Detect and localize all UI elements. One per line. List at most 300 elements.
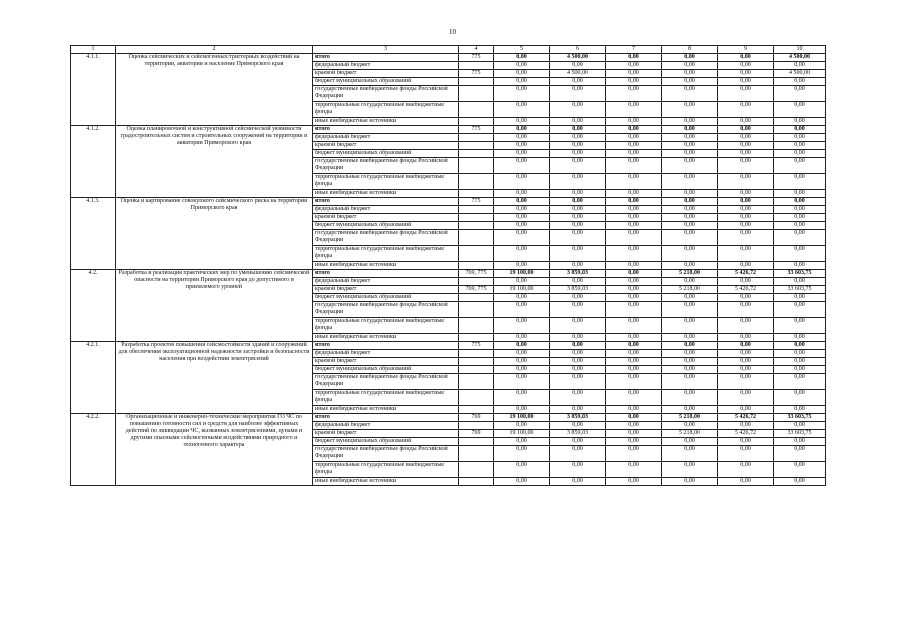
amount-cell: 0,00	[550, 142, 606, 150]
amount-cell: 0,00	[662, 222, 718, 230]
amount-cell: 33 603,75	[774, 430, 826, 438]
amount-cell: 0,00	[494, 150, 550, 158]
amount-cell: 0,00	[718, 214, 774, 222]
responsible-code	[459, 318, 494, 334]
header-row	[71, 46, 826, 54]
amount-cell: 0,00	[662, 134, 718, 142]
amount-cell: 0,00	[774, 374, 826, 390]
amount-cell: 0,00	[606, 86, 662, 102]
amount-cell: 0,00	[606, 190, 662, 198]
amount-cell: 0,00	[550, 366, 606, 374]
amount-cell: 0,00	[718, 190, 774, 198]
budget-table	[70, 45, 826, 486]
amount-cell: 0,00	[550, 150, 606, 158]
amount-cell: 0,00	[718, 358, 774, 366]
amount-cell: 0,00	[718, 446, 774, 462]
amount-cell: 0,00	[718, 222, 774, 230]
col-header: 9	[718, 46, 774, 54]
amount-cell: 0,00	[606, 390, 662, 406]
amount-cell: 0,00	[718, 102, 774, 118]
amount-cell: 0,00	[662, 86, 718, 102]
amount-cell: 5 218,00	[662, 414, 718, 422]
amount-cell: 0,00	[494, 174, 550, 190]
amount-cell: 0,00	[662, 214, 718, 222]
amount-cell: 0,00	[774, 158, 826, 174]
funding-source: федеральный бюджет	[313, 62, 459, 70]
amount-cell: 0,00	[662, 278, 718, 286]
amount-cell: 33 603,75	[774, 414, 826, 422]
funding-source: федеральный бюджет	[313, 134, 459, 142]
funding-source: итого	[313, 198, 459, 206]
amount-cell: 0,00	[550, 246, 606, 262]
funding-source: краевой бюджет	[313, 142, 459, 150]
amount-cell: 0,00	[494, 190, 550, 198]
amount-cell: 0,00	[606, 134, 662, 142]
funding-source: иные внебюджетные источники	[313, 262, 459, 270]
amount-cell: 0,00	[718, 406, 774, 414]
amount-cell: 0,00	[774, 390, 826, 406]
amount-cell: 19 100,00	[494, 270, 550, 278]
amount-cell: 0,00	[718, 262, 774, 270]
col-header: 3	[313, 46, 459, 54]
funding-source: краевой бюджет	[313, 286, 459, 294]
amount-cell: 19 100,00	[494, 286, 550, 294]
responsible-code: 775	[459, 54, 494, 62]
amount-cell: 0,00	[774, 262, 826, 270]
amount-cell: 0,00	[774, 406, 826, 414]
amount-cell: 0,00	[718, 302, 774, 318]
amount-cell: 0,00	[718, 478, 774, 486]
amount-cell: 33 603,75	[774, 286, 826, 294]
section-name: Организационные и инженерно-технические мероприятия ГО ЧС по повышению готовности сил и средств для наиболее эффективных действий по ликвидации ЧС, вызванных землетрясениями, цунами и другими опасными сейсмогенными воздействиями природного и техногенного характера	[116, 414, 313, 486]
amount-cell: 0,00	[774, 206, 826, 214]
col-header: 7	[606, 46, 662, 54]
amount-cell: 0,00	[718, 62, 774, 70]
responsible-code	[459, 206, 494, 214]
amount-cell: 0,00	[494, 230, 550, 246]
amount-cell: 0,00	[550, 134, 606, 142]
amount-cell: 0,00	[494, 446, 550, 462]
amount-cell: 33 603,75	[774, 270, 826, 278]
section-name: Разработка проектов повышения сейсмостойкости зданий и сооружений для обеспечения эксплуатационной надежности застройки и безопасности населения при воздействии землетрясений	[116, 342, 313, 414]
amount-cell: 4 500,00	[774, 70, 826, 78]
amount-cell: 0,00	[774, 222, 826, 230]
amount-cell: 0,00	[774, 422, 826, 430]
responsible-code	[459, 262, 494, 270]
responsible-code	[459, 174, 494, 190]
amount-cell: 3 859,03	[550, 414, 606, 422]
amount-cell: 0,00	[494, 478, 550, 486]
amount-cell: 0,00	[718, 438, 774, 446]
amount-cell: 3 859,03	[550, 286, 606, 294]
responsible-code	[459, 102, 494, 118]
funding-source: государственные внебюджетные фонды Российской Федерации	[313, 158, 459, 174]
amount-cell: 0,00	[718, 134, 774, 142]
col-header: 1	[71, 46, 116, 54]
amount-cell: 0,00	[662, 302, 718, 318]
amount-cell: 0,00	[718, 422, 774, 430]
amount-cell: 0,00	[662, 174, 718, 190]
responsible-code	[459, 350, 494, 358]
amount-cell: 19 100,00	[494, 430, 550, 438]
amount-cell: 0,00	[662, 198, 718, 206]
amount-cell: 0,00	[494, 142, 550, 150]
amount-cell: 0,00	[606, 350, 662, 358]
funding-source: итого	[313, 126, 459, 134]
amount-cell: 0,00	[550, 406, 606, 414]
amount-cell: 0,00	[662, 78, 718, 86]
amount-cell: 0,00	[718, 278, 774, 286]
amount-cell: 3 859,03	[550, 270, 606, 278]
responsible-code	[459, 142, 494, 150]
amount-cell: 0,00	[550, 350, 606, 358]
funding-source: федеральный бюджет	[313, 278, 459, 286]
responsible-code	[459, 366, 494, 374]
amount-cell: 0,00	[718, 78, 774, 86]
section-name: Оценка и картирование совокупного сейсмического риска на территории Приморского края	[116, 198, 313, 270]
amount-cell: 0,00	[606, 214, 662, 222]
responsible-code	[459, 214, 494, 222]
funding-source: федеральный бюджет	[313, 350, 459, 358]
funding-source: федеральный бюджет	[313, 206, 459, 214]
amount-cell: 0,00	[494, 406, 550, 414]
responsible-code	[459, 406, 494, 414]
amount-cell: 0,00	[606, 302, 662, 318]
amount-cell: 0,00	[494, 62, 550, 70]
amount-cell: 0,00	[550, 334, 606, 342]
funding-source: государственные внебюджетные фонды Российской Федерации	[313, 302, 459, 318]
amount-cell: 0,00	[494, 302, 550, 318]
responsible-code	[459, 334, 494, 342]
funding-source: итого	[313, 270, 459, 278]
amount-cell: 0,00	[718, 150, 774, 158]
amount-cell: 0,00	[774, 278, 826, 286]
amount-cell: 0,00	[550, 86, 606, 102]
funding-source: итого	[313, 342, 459, 350]
funding-source: территориальные государственные внебюджетные фонды	[313, 174, 459, 190]
funding-source: территориальные государственные внебюджетные фонды	[313, 462, 459, 478]
page-number: 10	[449, 28, 456, 36]
amount-cell: 0,00	[774, 102, 826, 118]
amount-cell: 0,00	[662, 342, 718, 350]
amount-cell: 0,00	[494, 246, 550, 262]
funding-source: иные внебюджетные источники	[313, 406, 459, 414]
amount-cell: 0,00	[774, 62, 826, 70]
amount-cell: 0,00	[774, 230, 826, 246]
responsible-code	[459, 86, 494, 102]
amount-cell: 0,00	[606, 278, 662, 286]
amount-cell: 0,00	[774, 294, 826, 302]
amount-cell: 0,00	[550, 318, 606, 334]
responsible-code	[459, 422, 494, 430]
amount-cell: 0,00	[550, 190, 606, 198]
section-name: Оценка сейсмических и сейсмогенных/триггерных воздействий на территории, акватории и население Приморского края	[116, 54, 313, 126]
amount-cell: 0,00	[494, 214, 550, 222]
amount-cell: 0,00	[662, 262, 718, 270]
amount-cell: 0,00	[662, 438, 718, 446]
amount-cell: 0,00	[606, 286, 662, 294]
amount-cell: 0,00	[662, 462, 718, 478]
responsible-code	[459, 462, 494, 478]
amount-cell: 0,00	[662, 390, 718, 406]
amount-cell: 0,00	[550, 118, 606, 126]
amount-cell: 0,00	[606, 198, 662, 206]
amount-cell: 0,00	[550, 478, 606, 486]
responsible-code	[459, 118, 494, 126]
funding-source: территориальные государственные внебюджетные фонды	[313, 102, 459, 118]
amount-cell: 0,00	[774, 334, 826, 342]
amount-cell: 0,00	[662, 334, 718, 342]
amount-cell: 0,00	[718, 334, 774, 342]
amount-cell: 0,00	[550, 438, 606, 446]
amount-cell: 0,00	[550, 342, 606, 350]
amount-cell: 5 218,00	[662, 270, 718, 278]
amount-cell: 0,00	[606, 446, 662, 462]
amount-cell: 5 426,72	[718, 286, 774, 294]
funding-source: территориальные государственные внебюджетные фонды	[313, 318, 459, 334]
amount-cell: 0,00	[494, 54, 550, 62]
responsible-code: 775	[459, 70, 494, 78]
amount-cell: 0,00	[606, 262, 662, 270]
responsible-code	[459, 278, 494, 286]
amount-cell: 0,00	[494, 374, 550, 390]
amount-cell: 0,00	[774, 134, 826, 142]
amount-cell: 0,00	[718, 294, 774, 302]
amount-cell: 0,00	[494, 390, 550, 406]
amount-cell: 0,00	[662, 350, 718, 358]
responsible-code	[459, 246, 494, 262]
amount-cell: 0,00	[606, 78, 662, 86]
amount-cell: 0,00	[774, 246, 826, 262]
amount-cell: 0,00	[662, 366, 718, 374]
amount-cell: 0,00	[606, 150, 662, 158]
amount-cell: 0,00	[550, 102, 606, 118]
amount-cell: 0,00	[606, 102, 662, 118]
amount-cell: 0,00	[494, 118, 550, 126]
amount-cell: 0,00	[662, 158, 718, 174]
amount-cell: 0,00	[606, 478, 662, 486]
amount-cell: 4 500,00	[550, 54, 606, 62]
funding-source: бюджет муниципальных образований	[313, 150, 459, 158]
responsible-code	[459, 294, 494, 302]
amount-cell: 19 100,00	[494, 414, 550, 422]
section-code: 4.2.	[71, 270, 116, 342]
funding-source: территориальные государственные внебюджетные фонды	[313, 390, 459, 406]
table-row	[71, 198, 826, 206]
amount-cell: 0,00	[718, 374, 774, 390]
responsible-code: 769	[459, 414, 494, 422]
responsible-code	[459, 78, 494, 86]
amount-cell: 0,00	[494, 438, 550, 446]
table-row	[71, 54, 826, 62]
amount-cell: 0,00	[606, 230, 662, 246]
responsible-code	[459, 190, 494, 198]
section-code: 4.2.2.	[71, 414, 116, 486]
amount-cell: 0,00	[550, 294, 606, 302]
amount-cell: 0,00	[662, 206, 718, 214]
amount-cell: 0,00	[774, 478, 826, 486]
amount-cell: 0,00	[774, 174, 826, 190]
amount-cell: 0,00	[550, 206, 606, 214]
amount-cell: 0,00	[718, 174, 774, 190]
amount-cell: 0,00	[606, 62, 662, 70]
funding-source: краевой бюджет	[313, 358, 459, 366]
amount-cell: 0,00	[774, 462, 826, 478]
amount-cell: 0,00	[550, 262, 606, 270]
amount-cell: 0,00	[662, 190, 718, 198]
amount-cell: 0,00	[606, 422, 662, 430]
section-code: 4.1.3.	[71, 198, 116, 270]
responsible-code	[459, 358, 494, 366]
responsible-code	[459, 158, 494, 174]
amount-cell: 0,00	[662, 246, 718, 262]
amount-cell: 0,00	[606, 318, 662, 334]
amount-cell: 0,00	[606, 222, 662, 230]
amount-cell: 0,00	[550, 214, 606, 222]
amount-cell: 0,00	[606, 174, 662, 190]
funding-source: иные внебюджетные источники	[313, 190, 459, 198]
amount-cell: 0,00	[494, 294, 550, 302]
amount-cell: 5 426,72	[718, 414, 774, 422]
amount-cell: 5 426,72	[718, 430, 774, 438]
amount-cell: 0,00	[718, 230, 774, 246]
amount-cell: 0,00	[662, 142, 718, 150]
amount-cell: 0,00	[774, 318, 826, 334]
responsible-code	[459, 374, 494, 390]
funding-source: краевой бюджет	[313, 70, 459, 78]
amount-cell: 0,00	[718, 54, 774, 62]
amount-cell: 0,00	[494, 462, 550, 478]
amount-cell: 0,00	[550, 222, 606, 230]
responsible-code	[459, 302, 494, 318]
amount-cell: 0,00	[494, 350, 550, 358]
responsible-code: 769, 775	[459, 286, 494, 294]
amount-cell: 0,00	[494, 358, 550, 366]
amount-cell: 0,00	[494, 334, 550, 342]
amount-cell: 0,00	[606, 342, 662, 350]
amount-cell: 5 218,00	[662, 286, 718, 294]
col-header: 5	[494, 46, 550, 54]
section-code: 4.2.1.	[71, 342, 116, 414]
funding-source: бюджет муниципальных образований	[313, 366, 459, 374]
amount-cell: 0,00	[550, 374, 606, 390]
responsible-code: 775	[459, 342, 494, 350]
amount-cell: 0,00	[774, 366, 826, 374]
section-name: Оценка планировочной и конструктивной сейсмической уязвимости градостроительных систем и строительных сооружений на территории и акватории Приморского края	[116, 126, 313, 198]
funding-source: государственные внебюджетные фонды Российской Федерации	[313, 446, 459, 462]
responsible-code: 769, 775	[459, 270, 494, 278]
amount-cell: 0,00	[550, 230, 606, 246]
responsible-code	[459, 478, 494, 486]
amount-cell: 0,00	[662, 406, 718, 414]
amount-cell: 0,00	[662, 150, 718, 158]
funding-source: бюджет муниципальных образований	[313, 78, 459, 86]
table-row	[71, 342, 826, 350]
amount-cell: 0,00	[550, 78, 606, 86]
funding-source: итого	[313, 414, 459, 422]
amount-cell: 0,00	[662, 374, 718, 390]
amount-cell: 0,00	[718, 126, 774, 134]
col-header: 2	[116, 46, 313, 54]
amount-cell: 0,00	[606, 294, 662, 302]
funding-source: государственные внебюджетные фонды Российской Федерации	[313, 230, 459, 246]
amount-cell: 0,00	[606, 462, 662, 478]
funding-source: итого	[313, 54, 459, 62]
funding-source: иные внебюджетные источники	[313, 118, 459, 126]
amount-cell: 0,00	[662, 446, 718, 462]
section-code: 4.1.2.	[71, 126, 116, 198]
amount-cell: 0,00	[774, 150, 826, 158]
funding-source: иные внебюджетные источники	[313, 478, 459, 486]
funding-source: краевой бюджет	[313, 430, 459, 438]
amount-cell: 0,00	[774, 350, 826, 358]
amount-cell: 4 500,00	[550, 70, 606, 78]
amount-cell: 0,00	[774, 438, 826, 446]
responsible-code: 769	[459, 430, 494, 438]
amount-cell: 0,00	[606, 54, 662, 62]
amount-cell: 0,00	[550, 358, 606, 366]
table-row	[71, 126, 826, 134]
responsible-code	[459, 230, 494, 246]
amount-cell: 0,00	[718, 198, 774, 206]
amount-cell: 0,00	[494, 222, 550, 230]
amount-cell: 0,00	[662, 102, 718, 118]
amount-cell: 0,00	[718, 390, 774, 406]
amount-cell: 0,00	[606, 206, 662, 214]
amount-cell: 0,00	[550, 302, 606, 318]
funding-source: иные внебюджетные источники	[313, 334, 459, 342]
table-row	[71, 270, 826, 278]
amount-cell: 0,00	[606, 70, 662, 78]
amount-cell: 0,00	[606, 118, 662, 126]
amount-cell: 0,00	[550, 198, 606, 206]
amount-cell: 0,00	[550, 422, 606, 430]
amount-cell: 0,00	[494, 70, 550, 78]
amount-cell: 0,00	[774, 142, 826, 150]
col-header: 6	[550, 46, 606, 54]
amount-cell: 0,00	[550, 390, 606, 406]
amount-cell: 3 859,03	[550, 430, 606, 438]
amount-cell: 0,00	[774, 358, 826, 366]
amount-cell: 0,00	[774, 198, 826, 206]
amount-cell: 0,00	[494, 318, 550, 334]
amount-cell: 0,00	[718, 366, 774, 374]
amount-cell: 0,00	[718, 158, 774, 174]
funding-source: федеральный бюджет	[313, 422, 459, 430]
amount-cell: 0,00	[662, 294, 718, 302]
amount-cell: 4 500,00	[774, 54, 826, 62]
amount-cell: 0,00	[550, 174, 606, 190]
amount-cell: 0,00	[606, 246, 662, 262]
funding-source: бюджет муниципальных образований	[313, 222, 459, 230]
responsible-code: 775	[459, 198, 494, 206]
amount-cell: 0,00	[606, 334, 662, 342]
amount-cell: 0,00	[774, 446, 826, 462]
amount-cell: 5 218,00	[662, 430, 718, 438]
amount-cell: 0,00	[550, 278, 606, 286]
table-row	[71, 414, 826, 422]
col-header: 10	[774, 46, 826, 54]
amount-cell: 0,00	[494, 102, 550, 118]
responsible-code	[459, 390, 494, 406]
section-name: Разработка и реализация практических мер по уменьшению сейсмической опасности на территории Приморского края до допустимого и приемлемого уровней	[116, 270, 313, 342]
amount-cell: 0,00	[550, 126, 606, 134]
funding-source: бюджет муниципальных образований	[313, 438, 459, 446]
amount-cell: 0,00	[494, 86, 550, 102]
amount-cell: 0,00	[662, 422, 718, 430]
amount-cell: 0,00	[774, 118, 826, 126]
amount-cell: 0,00	[550, 158, 606, 174]
